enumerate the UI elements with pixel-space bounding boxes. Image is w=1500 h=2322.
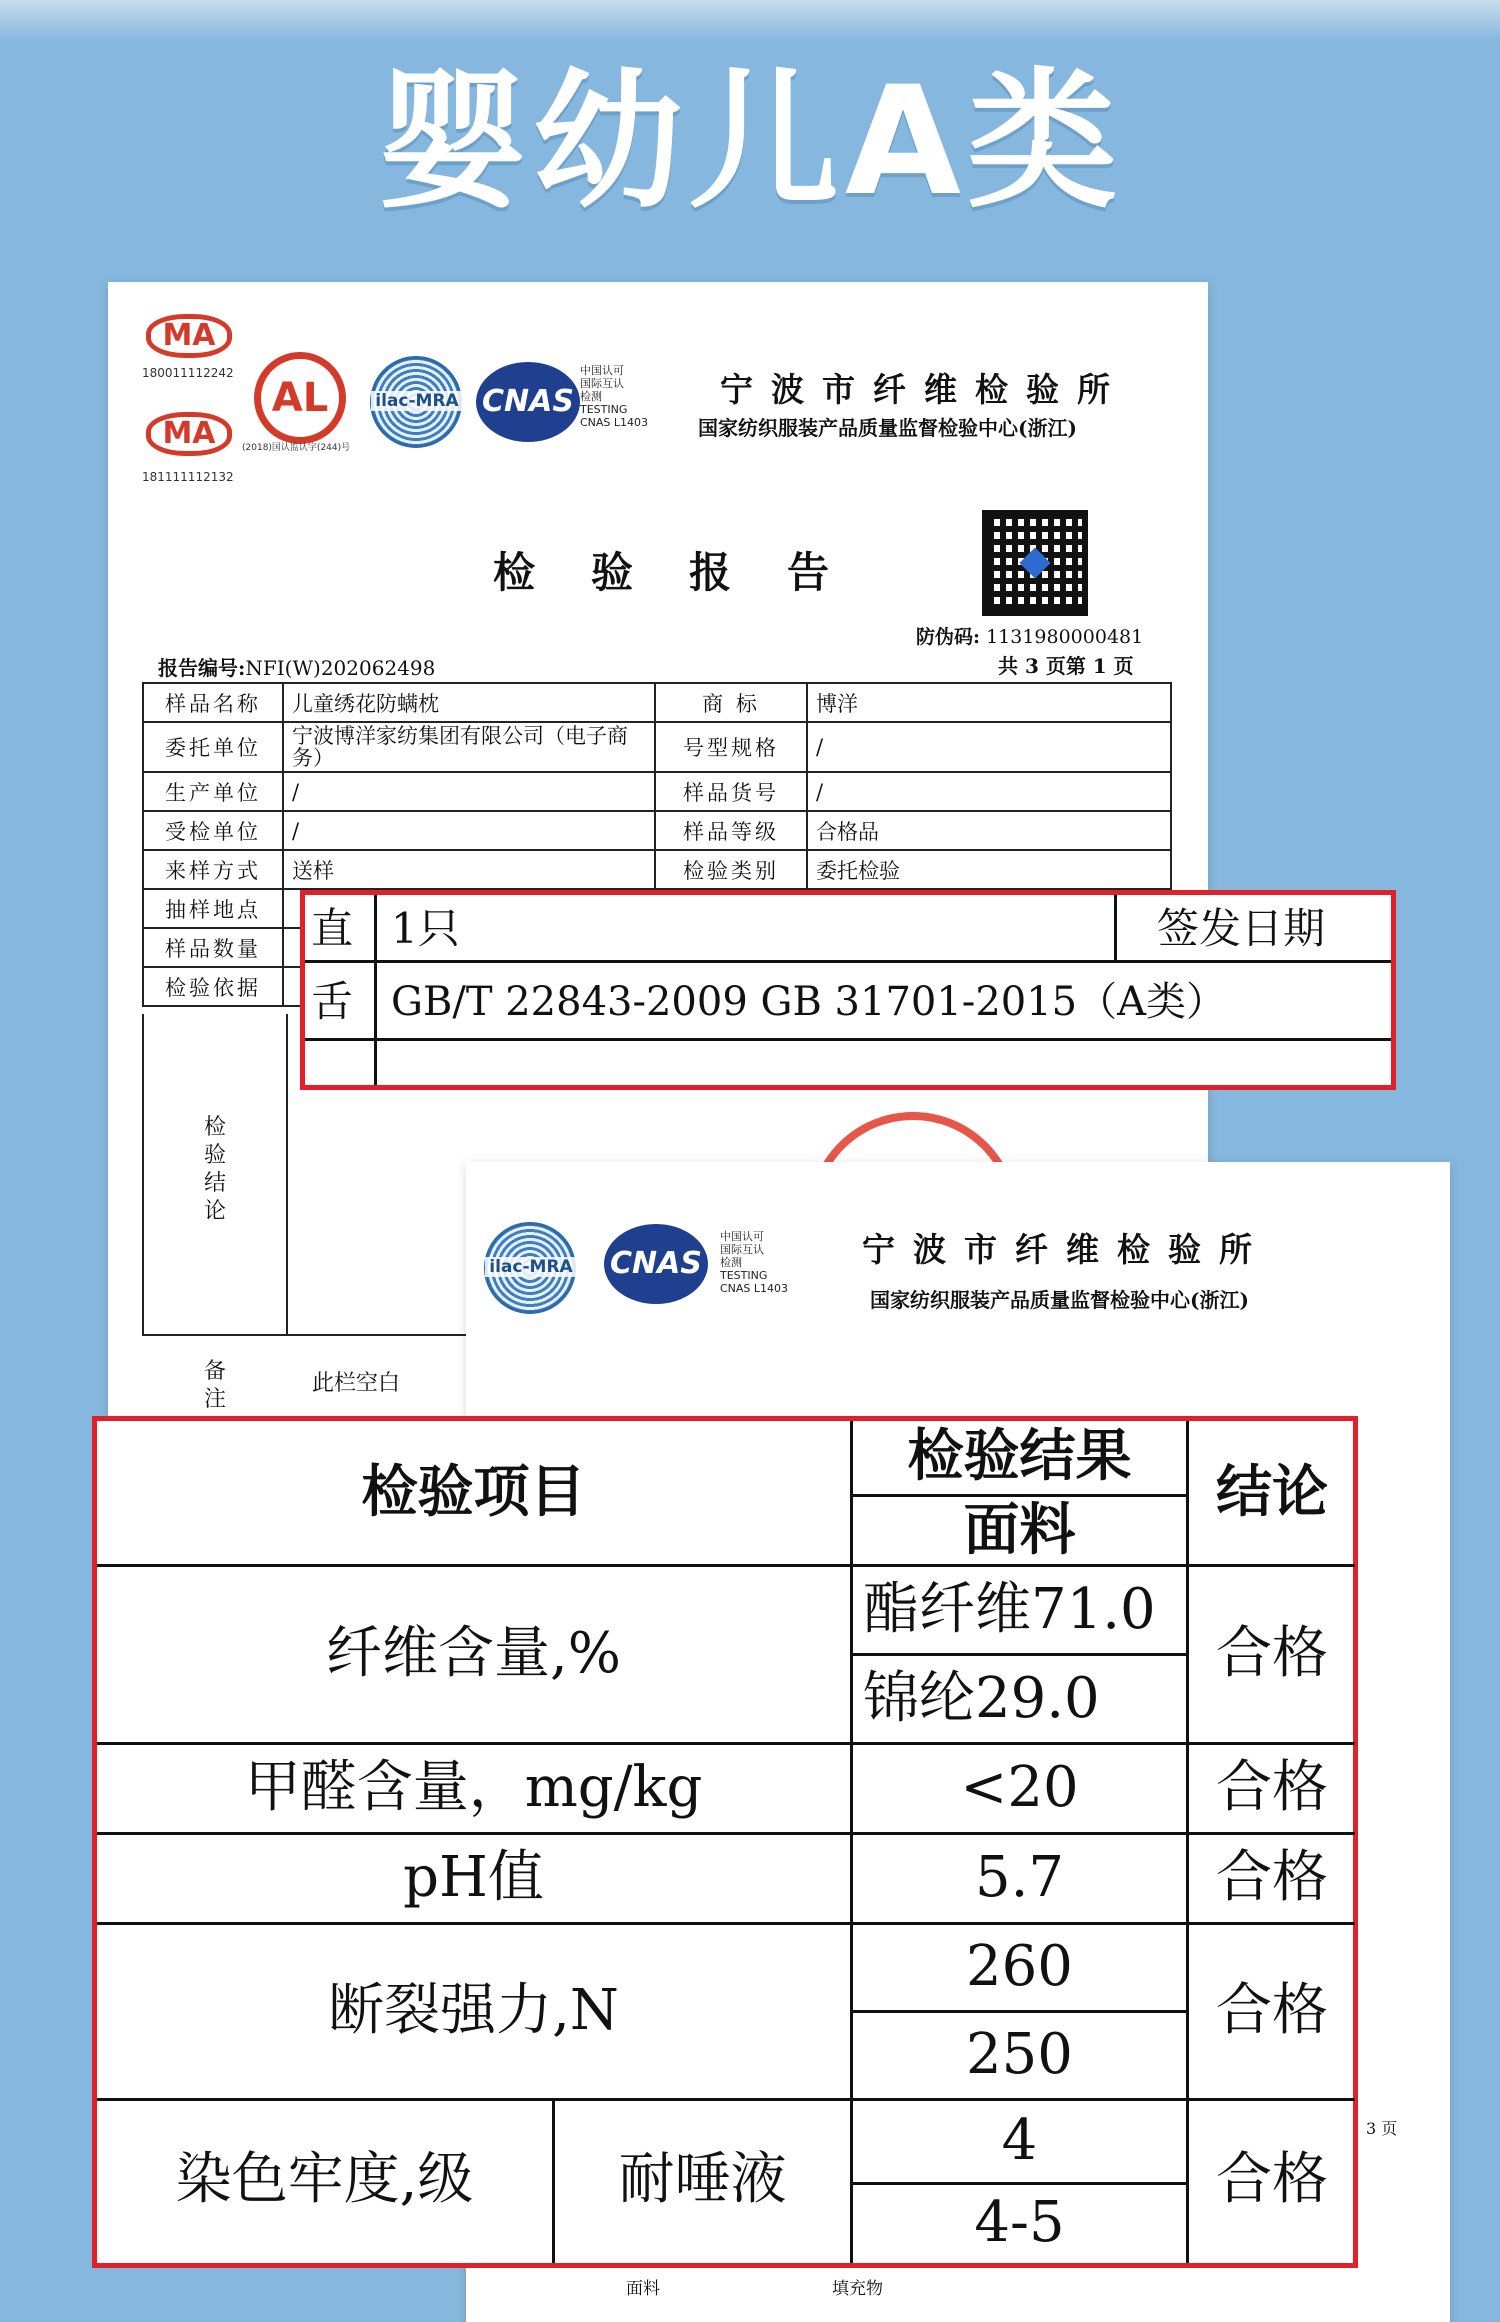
- al-code: (2018)国认监认字(244)号: [242, 443, 351, 453]
- conclusion-value: 合格: [1189, 1745, 1355, 1835]
- inspection-basis: GB/T 22843-2009 GB 31701-2015（A类）: [391, 979, 1226, 1025]
- sample-quantity: 1只: [377, 895, 1117, 960]
- result-value: 260: [853, 1925, 1189, 2013]
- table-row: 样品名称 儿童绣花防螨枕 商 标 博洋: [143, 683, 1171, 722]
- issue-date-label: 签发日期: [1157, 904, 1326, 953]
- al-logo: AL: [254, 352, 346, 444]
- qr-code: [982, 510, 1088, 616]
- cnas-caption: 中国认可 国际互认 检测 TESTING CNAS L1403: [580, 364, 649, 429]
- result-value: 4: [853, 2101, 1189, 2185]
- result-value: 酯纤维71.0: [853, 1567, 1189, 1656]
- cnas-caption: 中国认可 国际互认 检测 TESTING CNAS L1403: [720, 1230, 789, 1295]
- result-value: 250: [853, 2013, 1189, 2101]
- ma-code-1: 180011112242: [142, 366, 234, 380]
- institute-name: 宁波市纤维检验所: [862, 1230, 1270, 1269]
- item-color-fastness: 染色牢度,级: [97, 2101, 555, 2263]
- header-conclusion: 结论: [1189, 1421, 1355, 1567]
- item-saliva-resistance: 耐唾液: [555, 2101, 853, 2263]
- page-count: 共 3 页第 1 页: [998, 654, 1134, 678]
- institute-name: 宁波市纤维检验所: [720, 370, 1128, 409]
- footer-fabric: 面料: [626, 2279, 660, 2299]
- cnas-logo: CNAS: [604, 1224, 708, 1304]
- institute-subtitle: 国家纺织服装产品质量监督检验中心(浙江): [870, 1288, 1249, 1312]
- conclusion-value: 合格: [1189, 1925, 1355, 2101]
- result-value: 锦纶29.0: [853, 1656, 1189, 1745]
- header-fabric: 面料: [853, 1497, 1189, 1567]
- item-ph: pH值: [97, 1835, 853, 1925]
- report-title: 检验报告: [493, 548, 886, 597]
- table-row: 抽样地点: [143, 889, 1171, 928]
- cnas-logo: CNAS: [476, 362, 580, 442]
- conclusion-value: 合格: [1189, 1835, 1355, 1925]
- conclusion-value: 合格: [1189, 1567, 1355, 1745]
- footer-filling: 填充物: [832, 2279, 883, 2299]
- ilac-logo: ilac-MRA: [484, 1222, 576, 1314]
- table-row: 检验依据: [143, 967, 1171, 1006]
- remark-value: 此栏空白: [312, 1371, 401, 1396]
- ma-logo-2: MA: [146, 412, 232, 456]
- conclusion-value: 合格: [1216, 2147, 1328, 2212]
- side-page-count: 3 页: [1366, 2119, 1398, 2138]
- item-formaldehyde: 甲醛含量，mg/kg: [97, 1745, 853, 1835]
- report-number: 报告编号:NFI(W)202062498: [158, 656, 436, 680]
- header-item: 检验项目: [97, 1421, 853, 1567]
- table-row: 委托单位 宁波博洋家纺集团有限公司（电子商务） 号型规格 /: [143, 722, 1171, 772]
- item-fiber-content: 纤维含量,%: [97, 1567, 853, 1745]
- ma-code-2: 181111112132: [142, 470, 234, 484]
- zoom-callout-results: [92, 1416, 1358, 2268]
- institute-subtitle: 国家纺织服装产品质量监督检验中心(浙江): [698, 416, 1077, 440]
- table-row: 来样方式 送样 检验类别 委托检验: [143, 850, 1171, 889]
- table-row: 受检单位 / 样品等级 合格品: [143, 811, 1171, 850]
- conclusion-label: 检验结论: [142, 1014, 288, 1334]
- ma-logo: MA: [146, 314, 232, 358]
- zoom-row-basis: 舌 GB/T 22843-2009 GB 31701-2015（A类）: [305, 963, 1391, 1041]
- zoom-row-empty: [305, 1041, 1391, 1085]
- result-value: <20: [853, 1745, 1189, 1835]
- table-row: 生产单位 / 样品货号 /: [143, 772, 1171, 811]
- header-result: 检验结果: [853, 1421, 1189, 1497]
- page-heading: 婴幼儿A类: [376, 55, 1124, 229]
- result-value: 4-5: [853, 2185, 1189, 2263]
- remark-label: 备注: [203, 1359, 226, 1412]
- anti-fake-code: 防伪码: 1131980000481: [916, 626, 1144, 648]
- zoom-callout-basis: [300, 890, 1396, 1090]
- zoom-row-quantity: 直 1只 签发日期: [305, 895, 1391, 963]
- table-row: 样品数量: [143, 928, 1171, 967]
- result-value: 5.7: [853, 1835, 1189, 1925]
- ilac-logo: ilac-MRA: [370, 356, 462, 448]
- item-breaking-strength: 断裂强力,N: [97, 1925, 853, 2101]
